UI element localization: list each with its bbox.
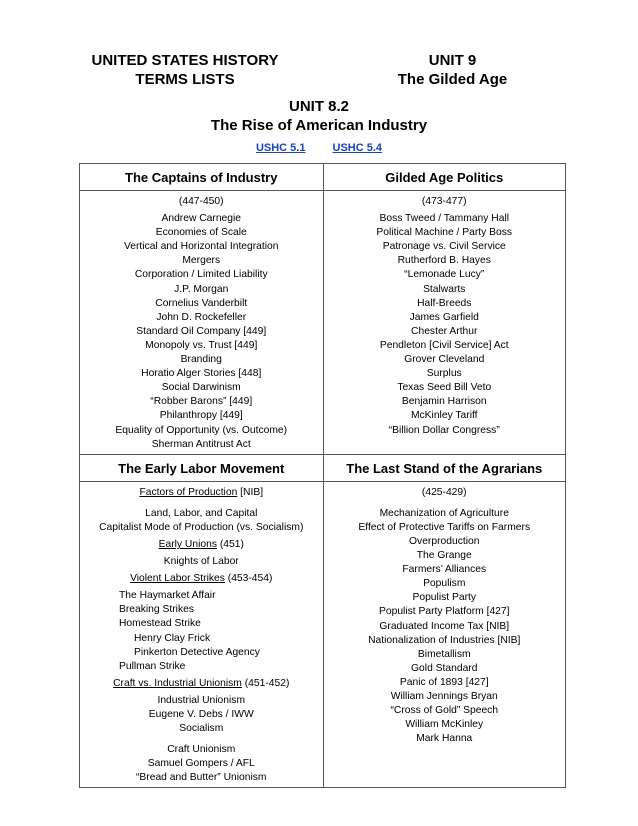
list-item: (425-429) bbox=[421, 486, 467, 498]
list-item: Mergers bbox=[182, 255, 221, 267]
politics-heading: Gilded Age Politics bbox=[324, 164, 566, 191]
list-item: Bimetallism bbox=[417, 648, 471, 660]
list-item: Branding bbox=[180, 354, 222, 366]
agrarians-column bbox=[323, 455, 566, 788]
unit-number: UNIT 9 bbox=[428, 52, 477, 69]
list-item: Sherman Antitrust Act bbox=[151, 438, 251, 450]
list-item: Mechanization of Agriculture bbox=[379, 507, 509, 519]
list-item bbox=[82, 538, 321, 552]
list-item: Rutherford B. Hayes bbox=[397, 255, 491, 267]
list-item: Vertical and Horizontal Integration bbox=[123, 241, 279, 253]
early-unions-suffix: (451) bbox=[216, 538, 244, 550]
list-item: Horatio Alger Stories [448] bbox=[141, 368, 262, 380]
list-item: Craft Unionism bbox=[167, 744, 236, 756]
list-item: Land, Labor, and Capital bbox=[145, 507, 258, 519]
list-item: Industrial Unionism bbox=[157, 694, 246, 706]
violent-strikes-link: Violent Labor Strikes bbox=[130, 573, 225, 585]
politics-column bbox=[323, 164, 566, 454]
list-item: Nationalization of Industries [NIB] bbox=[368, 634, 521, 646]
labor-heading: The Early Labor Movement bbox=[80, 455, 323, 482]
standard-link-ushc-5-4[interactable]: USHC 5.4 bbox=[332, 142, 383, 154]
list-item: Cornelius Vanderbilt bbox=[155, 297, 248, 309]
table-row-bottom bbox=[80, 454, 565, 788]
list-item: The Haymarket Affair bbox=[119, 590, 216, 602]
header-left-subtitle: TERMS LISTS bbox=[135, 71, 235, 88]
list-item: “Cross of Gold” Speech bbox=[390, 705, 499, 717]
list-item: Pinkerton Detective Agency bbox=[134, 646, 260, 658]
list-item: Economies of Scale bbox=[155, 227, 247, 239]
factors-link: Factors of Production bbox=[139, 486, 238, 498]
list-item: Panic of 1893 [427] bbox=[399, 676, 489, 688]
list-item: Standard Oil Company [449] bbox=[136, 325, 267, 337]
politics-list bbox=[324, 191, 566, 440]
violent-strikes-suffix: (453-454) bbox=[224, 573, 273, 585]
list-item: Grover Cleveland bbox=[404, 354, 485, 366]
list-item bbox=[82, 677, 321, 691]
list-item: Capitalist Mode of Production (vs. Socialism) bbox=[99, 521, 304, 533]
list-item: Gold Standard bbox=[411, 662, 478, 674]
list-item: “Robber Barons” [449] bbox=[150, 396, 253, 408]
labor-list bbox=[80, 482, 323, 788]
list-item: Texas Seed Bill Veto bbox=[397, 382, 492, 394]
list-item: Effect of Protective Tariffs on Farmers bbox=[358, 521, 531, 533]
list-item: The Grange bbox=[416, 550, 472, 562]
header-center bbox=[0, 97, 638, 135]
list-item: “Bread and Butter” Unionism bbox=[136, 772, 267, 784]
list-item: Mark Hanna bbox=[416, 733, 473, 745]
list-item: Pendleton [Civil Service] Act bbox=[379, 339, 509, 351]
list-item: Henry Clay Frick bbox=[134, 632, 211, 644]
terms-table bbox=[79, 163, 566, 788]
list-item: William Jennings Bryan bbox=[390, 691, 498, 702]
list-item: Boss Tweed / Tammany Hall bbox=[379, 213, 510, 225]
list-item: Equality of Opportunity (vs. Outcome) bbox=[115, 424, 288, 436]
list-item: Pullman Strike bbox=[119, 660, 186, 672]
labor-column bbox=[80, 455, 323, 788]
list-item: James Garfield bbox=[409, 311, 479, 323]
list-item: “Billion Dollar Congress” bbox=[388, 424, 500, 436]
list-item: Breaking Strikes bbox=[119, 604, 194, 616]
agrarians-list bbox=[324, 482, 566, 749]
list-item: Farmers’ Alliances bbox=[402, 564, 487, 576]
list-item bbox=[82, 486, 321, 500]
list-item: Socialism bbox=[179, 723, 224, 735]
list-item bbox=[82, 572, 321, 586]
list-item: Homestead Strike bbox=[119, 618, 201, 630]
subunit-number: UNIT 8.2 bbox=[288, 98, 349, 115]
list-item: (473-477) bbox=[421, 196, 467, 207]
list-item: J.P. Morgan bbox=[174, 283, 229, 295]
list-item: Surplus bbox=[426, 368, 462, 380]
list-item: McKinley Tariff bbox=[410, 410, 478, 422]
early-unions-link: Early Unions bbox=[158, 538, 217, 550]
table-row-top bbox=[80, 164, 565, 454]
list-item: Chester Arthur bbox=[411, 325, 478, 337]
craft-vs-industrial-suffix: (451-452) bbox=[241, 677, 290, 689]
list-item: Philanthropy [449] bbox=[159, 410, 243, 422]
header-left bbox=[90, 51, 280, 89]
list-item: Populist Party bbox=[412, 592, 477, 604]
standards-links bbox=[0, 142, 638, 154]
list-item: (447-450) bbox=[178, 196, 224, 207]
list-item: Samuel Gompers / AFL bbox=[147, 758, 255, 770]
captains-heading: The Captains of Industry bbox=[80, 164, 323, 191]
list-item: Social Darwinism bbox=[161, 382, 241, 394]
list-item: “Lemonade Lucy” bbox=[404, 269, 485, 281]
subunit-title: The Rise of American Industry bbox=[210, 117, 428, 134]
factors-suffix: [NIB] bbox=[237, 486, 264, 498]
header-right bbox=[380, 51, 525, 89]
list-item: Benjamin Harrison bbox=[401, 396, 487, 408]
header-left-title: UNITED STATES HISTORY bbox=[91, 52, 279, 69]
captains-list bbox=[80, 191, 323, 454]
craft-vs-industrial-link: Craft vs. Industrial Unionism bbox=[113, 677, 242, 689]
list-item: William McKinley bbox=[405, 719, 484, 731]
list-item: Half-Breeds bbox=[417, 297, 472, 309]
list-item: Monopoly vs. Trust [449] bbox=[145, 339, 258, 351]
list-item: Graduated Income Tax [NIB] bbox=[379, 620, 510, 632]
list-item: Stalwarts bbox=[423, 283, 466, 295]
list-item: John D. Rockefeller bbox=[156, 311, 247, 323]
agrarians-heading: The Last Stand of the Agrarians bbox=[324, 455, 566, 482]
list-item: Overproduction bbox=[409, 535, 480, 547]
standard-link-ushc-5-1[interactable]: USHC 5.1 bbox=[255, 142, 306, 154]
list-item: Corporation / Limited Liability bbox=[134, 269, 268, 281]
list-item: Andrew Carnegie bbox=[161, 213, 242, 225]
list-item: Patronage vs. Civil Service bbox=[382, 241, 506, 253]
list-item: Political Machine / Party Boss bbox=[376, 227, 513, 239]
captains-column bbox=[80, 164, 323, 454]
list-item: Populism bbox=[423, 578, 466, 590]
list-item: Populist Party Platform [427] bbox=[379, 606, 510, 618]
unit-title: The Gilded Age bbox=[397, 71, 508, 88]
list-item: Eugene V. Debs / IWW bbox=[148, 709, 254, 720]
list-item: Knights of Labor bbox=[163, 556, 239, 568]
